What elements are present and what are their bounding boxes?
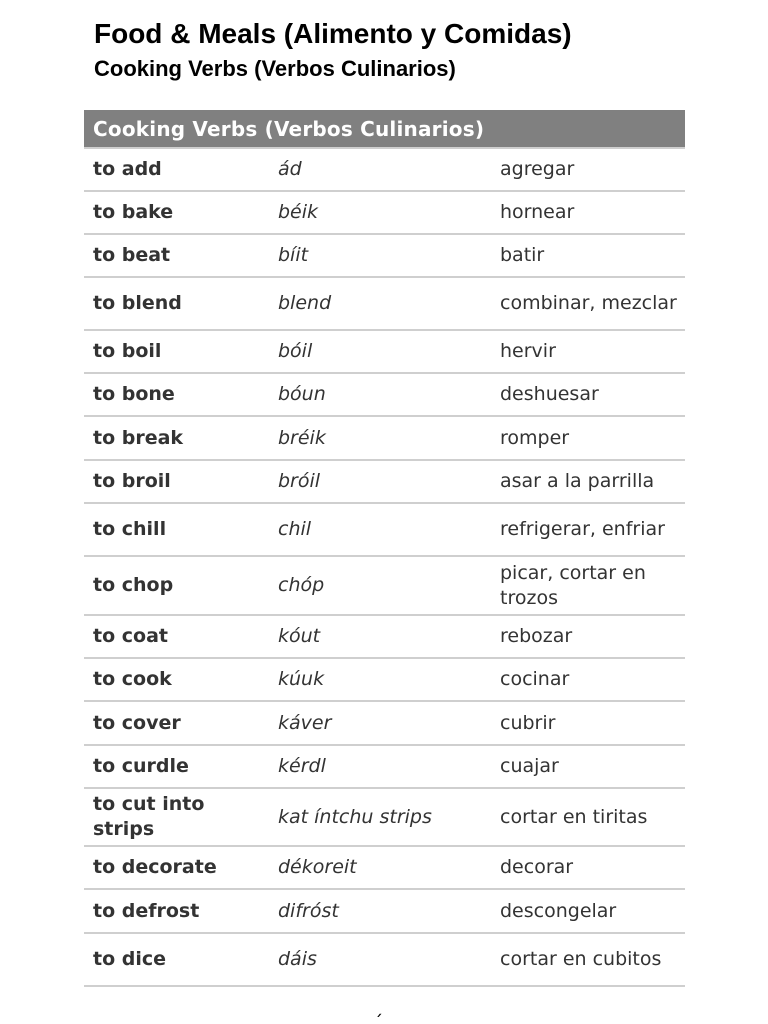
- table-row: [84, 148, 685, 191]
- table-row: [84, 745, 685, 788]
- english-term: to beat: [84, 234, 267, 277]
- english-term: to blend: [84, 277, 267, 330]
- spanish-translation: cubrir: [491, 701, 685, 745]
- spanish-translation: decorar: [491, 846, 685, 889]
- table-row: [84, 460, 685, 503]
- english-term: to chill: [84, 503, 267, 556]
- english-term: to chop: [84, 556, 267, 615]
- pronunciation: difróst: [267, 889, 491, 933]
- pronunciation: blend: [267, 277, 491, 330]
- pronunciation: béik: [267, 191, 491, 234]
- spanish-translation: deshuesar: [491, 373, 685, 416]
- spanish-translation: cocinar: [491, 658, 685, 701]
- english-term: to broil: [84, 460, 267, 503]
- vocabulary-table: [84, 110, 685, 987]
- table-header: Cooking Verbs (Verbos Culinarios): [84, 110, 685, 148]
- table-row: [84, 373, 685, 416]
- pronunciation: chóp: [267, 556, 491, 615]
- english-term: to coat: [84, 615, 267, 658]
- table-row: [84, 416, 685, 460]
- page-subtitle: Cooking Verbs (Verbos Culinarios): [94, 56, 456, 81]
- pronunciation: ád: [267, 148, 491, 191]
- pronunciation: bíit: [267, 234, 491, 277]
- english-term: to curdle: [84, 745, 267, 788]
- english-term: to cut into strips: [84, 788, 267, 846]
- spanish-translation: batir: [491, 234, 685, 277]
- english-term: to bone: [84, 373, 267, 416]
- pronunciation: kóut: [267, 615, 491, 658]
- table-row: [84, 889, 685, 933]
- english-term: to cook: [84, 658, 267, 701]
- spanish-translation: combinar, mezclar: [491, 277, 685, 330]
- spanish-translation: descongelar: [491, 889, 685, 933]
- table-row: [84, 556, 685, 615]
- page-footer-fragment: ´: [374, 1012, 383, 1024]
- spanish-translation: rebozar: [491, 615, 685, 658]
- spanish-translation: picar, cortar en trozos: [491, 556, 685, 615]
- pronunciation: kúuk: [267, 658, 491, 701]
- pronunciation: chil: [267, 503, 491, 556]
- table-row: [84, 503, 685, 556]
- english-term: to cover: [84, 701, 267, 745]
- english-term: to defrost: [84, 889, 267, 933]
- english-term: to dice: [84, 933, 267, 986]
- spanish-translation: hornear: [491, 191, 685, 234]
- english-term: to boil: [84, 330, 267, 373]
- spanish-translation: cortar en tiritas: [491, 788, 685, 846]
- english-term: to bake: [84, 191, 267, 234]
- spanish-translation: cuajar: [491, 745, 685, 788]
- table-row: [84, 191, 685, 234]
- pronunciation: káver: [267, 701, 491, 745]
- pronunciation: kat íntchu strips: [267, 788, 491, 846]
- pronunciation: bóun: [267, 373, 491, 416]
- table-row: [84, 788, 685, 846]
- pronunciation: bróil: [267, 460, 491, 503]
- spanish-translation: romper: [491, 416, 685, 460]
- table-row: [84, 234, 685, 277]
- table-row: [84, 330, 685, 373]
- table-row: [84, 658, 685, 701]
- table-row: [84, 933, 685, 986]
- pronunciation: dáis: [267, 933, 491, 986]
- spanish-translation: hervir: [491, 330, 685, 373]
- table-row: [84, 277, 685, 330]
- spanish-translation: asar a la parrilla: [491, 460, 685, 503]
- table-header-row: [84, 110, 685, 148]
- pronunciation: kérdl: [267, 745, 491, 788]
- table-row: [84, 615, 685, 658]
- english-term: to add: [84, 148, 267, 191]
- table-row: [84, 701, 685, 745]
- pronunciation: dékoreit: [267, 846, 491, 889]
- english-term: to break: [84, 416, 267, 460]
- english-term: to decorate: [84, 846, 267, 889]
- spanish-translation: cortar en cubitos: [491, 933, 685, 986]
- pronunciation: bóil: [267, 330, 491, 373]
- table-row: [84, 846, 685, 889]
- spanish-translation: agregar: [491, 148, 685, 191]
- spanish-translation: refrigerar, enfriar: [491, 503, 685, 556]
- page-title: Food & Meals (Alimento y Comidas): [94, 18, 572, 49]
- table-body: [84, 148, 685, 986]
- pronunciation: bréik: [267, 416, 491, 460]
